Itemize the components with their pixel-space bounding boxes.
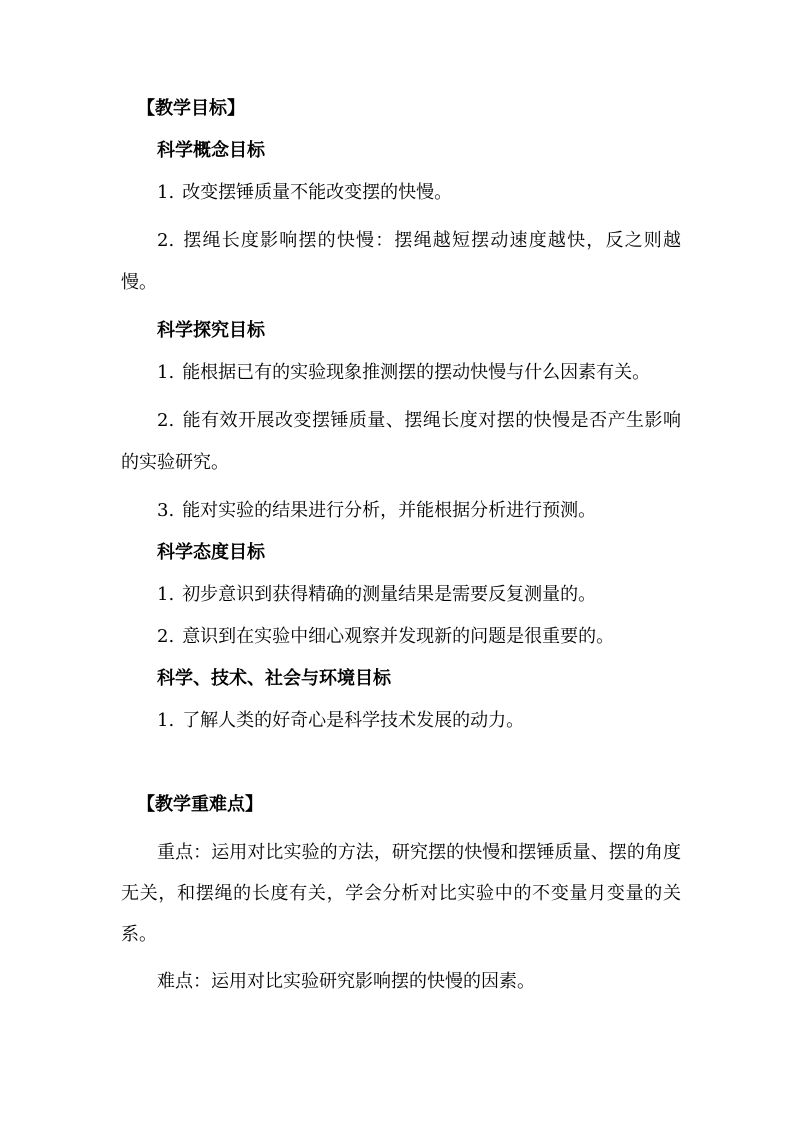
list-item — [121, 622, 681, 652]
list-item — [121, 580, 681, 610]
item-number: 2. — [157, 230, 175, 251]
item-number: 2. — [157, 626, 175, 647]
list-item — [121, 220, 681, 304]
item-text: 改变摆锤质量不能改变摆的快慢。 — [182, 182, 453, 203]
difficulty-paragraph: 难点：运用对比实验研究影响摆的快慢的因素。 — [157, 971, 535, 992]
section-spacer — [121, 736, 681, 790]
item-number: 1. — [157, 182, 175, 203]
subsection-title-sts: 科学、技术、社会与环境目标 — [157, 668, 391, 689]
item-number: 2. — [157, 410, 175, 431]
list-item — [121, 178, 681, 208]
document-content — [121, 94, 681, 997]
item-number: 1. — [157, 362, 175, 383]
item-number: 1. — [157, 584, 175, 605]
focus-paragraph: 重点：运用对比实验的方法，研究摆的快慢和摆锤质量、摆的角度无关，和摆绳的长度有关，学会分析对比实验中的不变量月变量的关系。 — [121, 842, 681, 945]
item-number: 1. — [157, 710, 175, 731]
item-text: 初步意识到获得精确的测量结果是需要反复测量的。 — [182, 584, 597, 605]
item-text: 意识到在实验中细心观察并发现新的问题是很重要的。 — [182, 626, 615, 647]
section-title-key-points: 【教学重难点】 — [137, 794, 263, 815]
subsection-title-inquiry: 科学探究目标 — [157, 320, 265, 341]
item-text: 能根据已有的实验现象推测摆的摆动快慢与什么因素有关。 — [182, 362, 651, 383]
subsection-title-attitude: 科学态度目标 — [157, 542, 265, 563]
item-text: 能对实验的结果进行分析，并能根据分析进行预测。 — [182, 500, 597, 521]
subsection-title-concept: 科学概念目标 — [157, 140, 265, 161]
item-number: 3. — [157, 500, 175, 521]
item-text: 摆绳长度影响摆的快慢：摆绳越短摆动速度越快，反之则越慢。 — [121, 230, 681, 293]
item-text: 了解人类的好奇心是科学技术发展的动力。 — [182, 710, 525, 731]
list-item — [121, 706, 681, 736]
list-item — [121, 496, 681, 526]
item-text: 能有效开展改变摆锤质量、摆绳长度对摆的快慢是否产生影响的实验研究。 — [121, 410, 681, 473]
section-title-objectives: 【教学目标】 — [137, 98, 245, 119]
list-item — [121, 358, 681, 388]
list-item — [121, 400, 681, 484]
